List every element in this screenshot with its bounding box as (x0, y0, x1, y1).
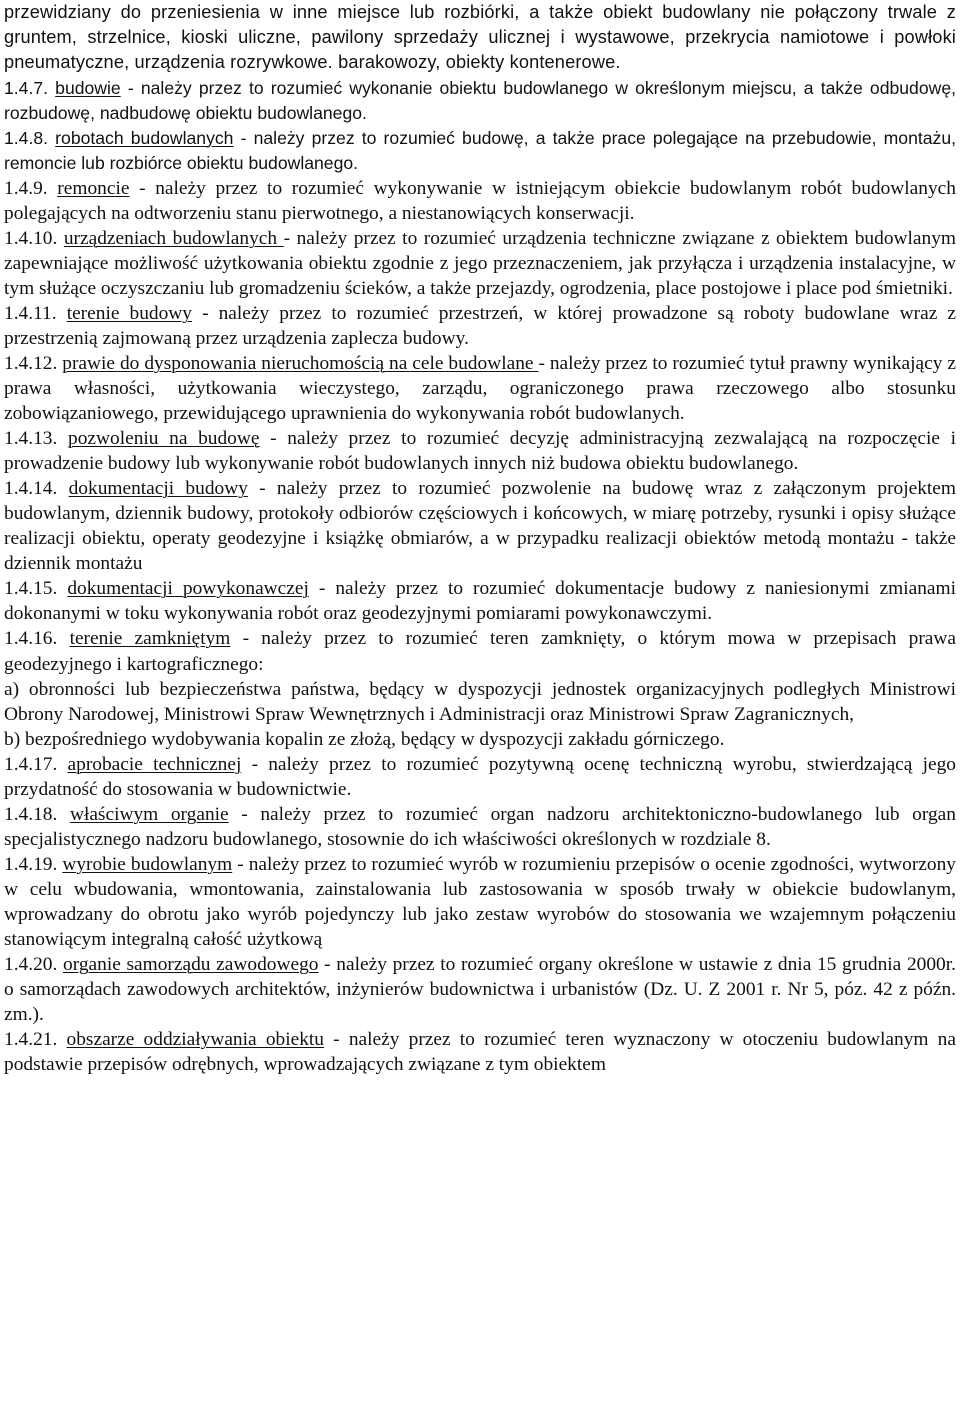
definition-text: - należy przez to rozumieć tytuł prawny wynikający z prawa własności, użytkowania wieczystego, zarządu, ograniczonego prawa rzeczowego albo stosunku zobowiązaniowego, przewidującego uprawnienia do wykonywania robót budowlanych. (4, 352, 956, 425)
definition-term: obszarze oddziaływania obiektu (66, 1029, 324, 1051)
definition-1-4-16 (4, 626, 956, 676)
definition-1-4-8 (4, 126, 956, 176)
definition-term: robotach budowlanych (55, 127, 234, 148)
definition-number: 1.4.15. (4, 578, 58, 600)
definition-term: dokumentacji powykonawczej (67, 578, 309, 600)
definition-number: 1.4.16. (4, 628, 58, 650)
definition-term: terenie budowy (66, 302, 192, 324)
list-item-text: b) bezpośredniego wydobywania kopalin ze złożą, będący w dyspozycji zakładu górniczego. (4, 728, 725, 750)
definition-text: - należy przez to rozumieć wyrób w rozumieniu przepisów o ocenie zgodności, wytworzony w celu wbudowania, wmontowania, zainstalowania lub zastosowania w sposób trwały w obiekcie budowlanym, wprowadzany do obrotu jako wyrób pojedynczy lub jako zestaw wyrobów do stosowania we wzajemnym połączeniu stanowiącym integralną całość użytkową (4, 853, 957, 951)
definition-1-4-9 (4, 176, 956, 226)
definition-number: 1.4.14. (4, 478, 58, 500)
definition-number: 1.4.8. (4, 127, 49, 148)
definition-1-4-7 (4, 76, 956, 126)
definition-number: 1.4.20. (4, 954, 58, 976)
definition-1-4-10 (4, 226, 956, 301)
definition-text: - należy przez to rozumieć decyzję administracyjną zezwalającą na rozpoczęcie i prowadzenie budowy lub wykonywanie robót budowlanych innych niż budowa obiektu budowlanego. (4, 428, 956, 475)
definition-term: prawie do dysponowania nieruchomością na cele budowlane (62, 352, 539, 374)
definition-term: dokumentacji budowy (68, 478, 248, 500)
list-item-b (4, 727, 956, 752)
definition-term: budowie (55, 77, 121, 98)
definition-term: terenie zamkniętym (69, 628, 231, 650)
definition-1-4-20 (4, 952, 956, 1027)
definition-1-4-18 (4, 802, 956, 852)
definition-number: 1.4.10. (4, 227, 58, 249)
definition-term: organie samorządu zawodowego (63, 954, 319, 976)
definition-1-4-11 (4, 301, 956, 351)
definition-1-4-17 (4, 752, 956, 802)
definition-text: - należy przez to rozumieć wykonywanie w istniejącym obiekcie budowlanym robót budowlanych polegających na odtworzeniu stanu pierwotnego, a niestanowiących konserwacji. (4, 177, 956, 224)
definition-1-4-14 (4, 476, 956, 576)
definition-text: - należy przez to rozumieć urządzenia techniczne związane z obiektem budowlanym zapewniające możliwość użytkowania obiektu zgodnie z jego przeznaczeniem, jak przyłącza i urządzenia instalacyjne, w tym służące oczyszczaniu lub gromadzeniu ścieków, a także przejazdy, ogrodzenia, place postojowe i place pod śmietniki. (4, 227, 956, 299)
definition-term: aprobacie technicznej (67, 753, 242, 775)
definition-text: - należy przez to rozumieć teren zamknięty, o którym mowa w przepisach prawa geodezyjnego i kartograficznego: (4, 628, 956, 675)
definition-term: wyrobie budowlanym (62, 853, 233, 875)
definition-text: - należy przez to rozumieć przestrzeń, w której prowadzone są roboty budowlane wraz z przestrzenią zajmowaną przez urządzenia zaplecza budowy. (4, 302, 956, 349)
definition-number: 1.4.7. (4, 77, 49, 98)
definition-number: 1.4.21. (4, 1029, 58, 1051)
definition-text: - należy przez to rozumieć dokumentacje budowy z naniesionymi zmianami dokonanymi w toku wykonywania robót oraz geodezyjnymi pomiarami powykonawczymi. (4, 578, 956, 625)
definition-number: 1.4.19. (4, 853, 58, 875)
document-page (4, 0, 956, 1077)
definition-term: remoncie (57, 177, 130, 199)
definition-text: - należy przez to rozumieć wykonanie obiektu budowlanego w określonym miejscu, a także odbudowę, rozbudowę, nadbudowę obiektu budowlanego. (4, 77, 956, 123)
paragraph-continuation (4, 0, 956, 76)
definition-number: 1.4.12. (4, 352, 58, 374)
definition-text: - należy przez to rozumieć pozwolenie na budowę wraz z załączonym projektem budowlanym, dziennik budowy, protokoły odbiorów częściowych i końcowych, w miarę potrzeby, rysunki i opisy służące realizacji obiektu, operaty geodezyjne i książkę obmiarów, a w przypadku realizacji obiektów metodą montażu - także dziennik montażu (4, 478, 956, 575)
definition-text: - należy przez to rozumieć budowę, a także prace polegające na przebudowie, montażu, remoncie lub rozbiórce obiektu budowlanego. (4, 127, 957, 173)
definition-number: 1.4.17. (4, 753, 58, 775)
definition-1-4-13 (4, 426, 956, 476)
definition-text: - należy przez to rozumieć organ nadzoru architektoniczno-budowlanego lub organ specjalistycznego nadzoru budowlanego, stosownie do ich właściwości określonych w rozdziale 8. (4, 803, 956, 850)
definition-text: - należy przez to rozumieć organy określone w ustawie z dnia 15 grudnia 2000r. o samorządach zawodowych architektów, inżynierów budownictwa i urbanistów (Dz. U. Z 2001 r. Nr 5, póz. 42 z późn. zm.). (4, 954, 956, 1026)
definition-number: 1.4.11. (4, 302, 57, 324)
definition-number: 1.4.13. (4, 428, 58, 450)
definition-1-4-21 (4, 1027, 956, 1077)
definition-number: 1.4.18. (4, 803, 58, 825)
definition-term: urządzeniach budowlanych (63, 227, 284, 249)
definition-1-4-12 (4, 351, 956, 426)
definition-number: 1.4.9. (4, 177, 48, 199)
definition-1-4-19 (4, 852, 956, 952)
definition-term: właściwym organie (69, 803, 229, 825)
definition-1-4-15 (4, 576, 956, 626)
definition-text: - należy przez to rozumieć teren wyznaczony w otoczeniu budowlanym na podstawie przepisów odrębnych, wprowadzających związane z tym obiektem (4, 1029, 956, 1076)
paragraph-text: przewidziany do przeniesienia w inne miejsce lub rozbiórki, a także obiekt budowlany nie połączony trwale z gruntem, strzelnice, kioski uliczne, pawilony sprzedaży ulicznej i wystawowe, przekrycia namiotowe i powłoki pneumatyczne, urządzenia rozrywkowe. barakowozy, obiekty kontenerowe. (4, 2, 956, 73)
list-item-text: a) obronności lub bezpieczeństwa państwa, będący w dyspozycji jednostek organizacyjnych podległych Ministrowi Obrony Narodowej, Ministrowi Spraw Wewnętrznych i Administracji oraz Ministrowi Spraw Zagranicznych, (4, 678, 956, 725)
definition-term: pozwoleniu na budowę (68, 428, 260, 450)
list-item-a (4, 677, 956, 727)
definition-text: - należy przez to rozumieć pozytywną ocenę techniczną wyrobu, stwierdzającą jego przydatność do stosowania w budownictwie. (4, 753, 956, 800)
